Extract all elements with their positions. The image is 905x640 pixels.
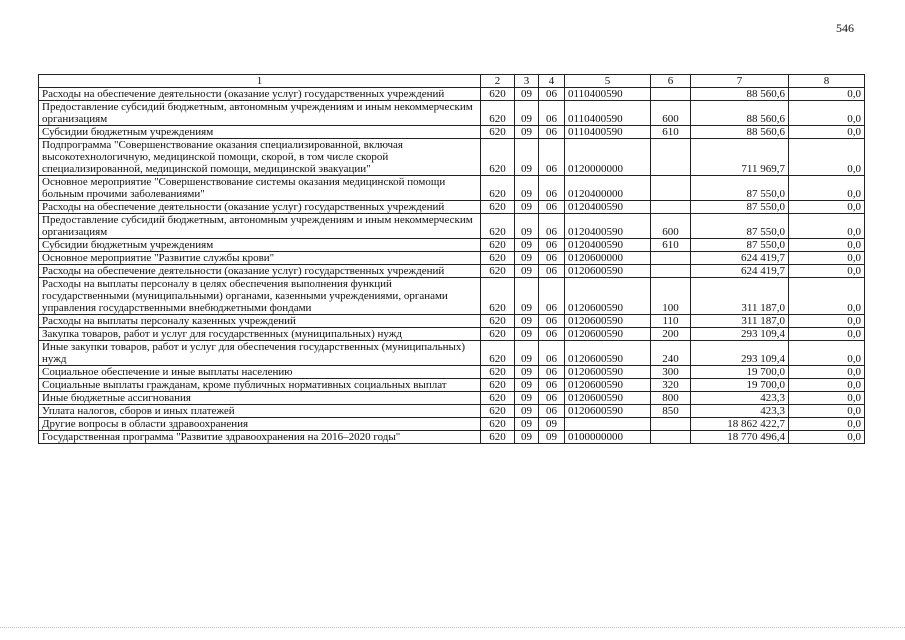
row-subsection-cell: 06 [539, 126, 565, 139]
row-name-cell: Предоставление субсидий бюджетным, автономным учреждениям и иным некоммерческим организациям [39, 214, 481, 239]
row-value-cell: 0,0 [789, 379, 865, 392]
row-amount-cell: 293 109,4 [691, 341, 789, 366]
row-amount-cell: 311 187,0 [691, 315, 789, 328]
row-subsection-cell: 09 [539, 418, 565, 431]
row-admin-code-cell: 620 [481, 214, 515, 239]
row-amount-cell: 624 419,7 [691, 252, 789, 265]
table-row [39, 278, 865, 315]
row-subsection-cell: 06 [539, 176, 565, 201]
row-name-cell: Социальное обеспечение и иные выплаты населению [39, 366, 481, 379]
table-row [39, 126, 865, 139]
row-value-cell: 0,0 [789, 126, 865, 139]
row-target-article-cell: 0120600590 [565, 366, 651, 379]
row-name-cell: Основное мероприятие "Совершенствование системы оказания медицинской помощи больным прочими заболеваниями" [39, 176, 481, 201]
row-admin-code-cell: 620 [481, 278, 515, 315]
row-expense-type-cell [651, 139, 691, 176]
row-target-article-cell: 0110400590 [565, 88, 651, 101]
row-admin-code-cell: 620 [481, 405, 515, 418]
row-section-cell: 09 [515, 431, 539, 444]
row-subsection-cell: 06 [539, 265, 565, 278]
row-amount-cell: 18 770 496,4 [691, 431, 789, 444]
row-value-cell: 0,0 [789, 176, 865, 201]
header-col-7: 7 [691, 75, 789, 88]
row-target-article-cell: 0120600590 [565, 315, 651, 328]
row-name-cell: Иные закупки товаров, работ и услуг для обеспечения государственных (муниципальных) нужд [39, 341, 481, 366]
row-subsection-cell: 06 [539, 392, 565, 405]
row-amount-cell: 311 187,0 [691, 278, 789, 315]
row-admin-code-cell: 620 [481, 315, 515, 328]
table-row [39, 239, 865, 252]
row-section-cell: 09 [515, 278, 539, 315]
row-expense-type-cell [651, 265, 691, 278]
table-row [39, 214, 865, 239]
row-expense-type-cell: 600 [651, 214, 691, 239]
row-target-article-cell: 0120600590 [565, 405, 651, 418]
header-col-3: 3 [515, 75, 539, 88]
row-amount-cell: 19 700,0 [691, 379, 789, 392]
row-subsection-cell: 06 [539, 101, 565, 126]
row-target-article-cell: 0120000000 [565, 139, 651, 176]
row-expense-type-cell [651, 431, 691, 444]
row-name-cell: Расходы на обеспечение деятельности (оказание услуг) государственных учреждений [39, 88, 481, 101]
table-row [39, 328, 865, 341]
row-name-cell: Субсидии бюджетным учреждениям [39, 126, 481, 139]
table-row [39, 88, 865, 101]
row-value-cell: 0,0 [789, 341, 865, 366]
row-section-cell: 09 [515, 315, 539, 328]
row-section-cell: 09 [515, 214, 539, 239]
table-row [39, 418, 865, 431]
row-value-cell: 0,0 [789, 328, 865, 341]
row-section-cell: 09 [515, 176, 539, 201]
row-admin-code-cell: 620 [481, 201, 515, 214]
row-target-article-cell: 0120400000 [565, 176, 651, 201]
row-name-cell: Расходы на выплаты персоналу казенных учреждений [39, 315, 481, 328]
row-target-article-cell [565, 418, 651, 431]
header-col-1: 1 [39, 75, 481, 88]
row-value-cell: 0,0 [789, 315, 865, 328]
row-target-article-cell: 0120600590 [565, 341, 651, 366]
row-admin-code-cell: 620 [481, 139, 515, 176]
row-admin-code-cell: 620 [481, 392, 515, 405]
row-expense-type-cell: 320 [651, 379, 691, 392]
row-expense-type-cell: 200 [651, 328, 691, 341]
row-subsection-cell: 06 [539, 366, 565, 379]
header-col-6: 6 [651, 75, 691, 88]
row-amount-cell: 423,3 [691, 392, 789, 405]
row-admin-code-cell: 620 [481, 239, 515, 252]
header-col-4: 4 [539, 75, 565, 88]
row-section-cell: 09 [515, 379, 539, 392]
row-expense-type-cell: 110 [651, 315, 691, 328]
row-expense-type-cell: 800 [651, 392, 691, 405]
row-amount-cell: 87 550,0 [691, 201, 789, 214]
row-amount-cell: 87 550,0 [691, 239, 789, 252]
table-row [39, 315, 865, 328]
row-amount-cell: 624 419,7 [691, 265, 789, 278]
row-section-cell: 09 [515, 265, 539, 278]
row-amount-cell: 293 109,4 [691, 328, 789, 341]
row-section-cell: 09 [515, 392, 539, 405]
row-section-cell: 09 [515, 328, 539, 341]
row-section-cell: 09 [515, 252, 539, 265]
row-expense-type-cell: 300 [651, 366, 691, 379]
row-subsection-cell: 06 [539, 139, 565, 176]
table-row [39, 431, 865, 444]
row-admin-code-cell: 620 [481, 101, 515, 126]
table-body [39, 88, 865, 444]
row-subsection-cell: 06 [539, 252, 565, 265]
row-subsection-cell: 09 [539, 431, 565, 444]
row-value-cell: 0,0 [789, 88, 865, 101]
row-subsection-cell: 06 [539, 405, 565, 418]
header-col-5: 5 [565, 75, 651, 88]
row-section-cell: 09 [515, 239, 539, 252]
row-target-article-cell: 0120600590 [565, 328, 651, 341]
row-amount-cell: 88 560,6 [691, 126, 789, 139]
row-amount-cell: 87 550,0 [691, 214, 789, 239]
row-subsection-cell: 06 [539, 278, 565, 315]
row-section-cell: 09 [515, 405, 539, 418]
table-row [39, 201, 865, 214]
row-admin-code-cell: 620 [481, 252, 515, 265]
row-amount-cell: 423,3 [691, 405, 789, 418]
row-target-article-cell: 0100000000 [565, 431, 651, 444]
row-name-cell: Предоставление субсидий бюджетным, автономным учреждениям и иным некоммерческим организациям [39, 101, 481, 126]
row-value-cell: 0,0 [789, 101, 865, 126]
row-name-cell: Уплата налогов, сборов и иных платежей [39, 405, 481, 418]
row-target-article-cell: 0120400590 [565, 214, 651, 239]
row-value-cell: 0,0 [789, 431, 865, 444]
row-value-cell: 0,0 [789, 278, 865, 315]
row-value-cell: 0,0 [789, 239, 865, 252]
row-amount-cell: 88 560,6 [691, 88, 789, 101]
row-expense-type-cell: 100 [651, 278, 691, 315]
row-name-cell: Социальные выплаты гражданам, кроме публичных нормативных социальных выплат [39, 379, 481, 392]
row-section-cell: 09 [515, 201, 539, 214]
row-subsection-cell: 06 [539, 315, 565, 328]
row-value-cell: 0,0 [789, 214, 865, 239]
row-target-article-cell: 0120600590 [565, 278, 651, 315]
row-target-article-cell: 0120600590 [565, 392, 651, 405]
row-subsection-cell: 06 [539, 341, 565, 366]
row-section-cell: 09 [515, 418, 539, 431]
row-value-cell: 0,0 [789, 252, 865, 265]
row-section-cell: 09 [515, 126, 539, 139]
row-admin-code-cell: 620 [481, 176, 515, 201]
table-row [39, 341, 865, 366]
table-row [39, 366, 865, 379]
row-amount-cell: 87 550,0 [691, 176, 789, 201]
row-amount-cell: 711 969,7 [691, 139, 789, 176]
table-row [39, 101, 865, 126]
row-admin-code-cell: 620 [481, 366, 515, 379]
row-section-cell: 09 [515, 139, 539, 176]
row-expense-type-cell: 240 [651, 341, 691, 366]
row-target-article-cell: 0120600590 [565, 379, 651, 392]
row-name-cell: Основное мероприятие "Развитие службы крови" [39, 252, 481, 265]
row-subsection-cell: 06 [539, 379, 565, 392]
row-section-cell: 09 [515, 88, 539, 101]
row-value-cell: 0,0 [789, 405, 865, 418]
row-target-article-cell: 0110400590 [565, 101, 651, 126]
table-row [39, 252, 865, 265]
row-value-cell: 0,0 [789, 418, 865, 431]
row-admin-code-cell: 620 [481, 341, 515, 366]
table-row [39, 379, 865, 392]
row-section-cell: 09 [515, 366, 539, 379]
row-name-cell: Расходы на обеспечение деятельности (оказание услуг) государственных учреждений [39, 265, 481, 278]
header-row [39, 75, 865, 88]
row-name-cell: Подпрограмма "Совершенствование оказания специализированной, включая высокотехнологичную, медицинской помощи, скорой, в том числе скорой специализированной, медицинской помощи, медицинской эвакуации" [39, 139, 481, 176]
row-value-cell: 0,0 [789, 265, 865, 278]
row-name-cell: Иные бюджетные ассигнования [39, 392, 481, 405]
row-subsection-cell: 06 [539, 328, 565, 341]
row-admin-code-cell: 620 [481, 418, 515, 431]
row-admin-code-cell: 620 [481, 328, 515, 341]
row-value-cell: 0,0 [789, 392, 865, 405]
scan-edge-line [0, 626, 905, 628]
row-target-article-cell: 0120600000 [565, 252, 651, 265]
row-subsection-cell: 06 [539, 88, 565, 101]
row-admin-code-cell: 620 [481, 265, 515, 278]
row-admin-code-cell: 620 [481, 431, 515, 444]
row-expense-type-cell [651, 176, 691, 201]
row-section-cell: 09 [515, 101, 539, 126]
page-number: 546 [836, 21, 854, 35]
row-target-article-cell: 0120400590 [565, 201, 651, 214]
table-row [39, 176, 865, 201]
row-expense-type-cell [651, 201, 691, 214]
table-header [39, 75, 865, 88]
row-section-cell: 09 [515, 341, 539, 366]
row-subsection-cell: 06 [539, 214, 565, 239]
table-row [39, 405, 865, 418]
header-col-2: 2 [481, 75, 515, 88]
row-subsection-cell: 06 [539, 201, 565, 214]
row-amount-cell: 88 560,6 [691, 101, 789, 126]
row-name-cell: Расходы на обеспечение деятельности (оказание услуг) государственных учреждений [39, 201, 481, 214]
row-value-cell: 0,0 [789, 366, 865, 379]
row-expense-type-cell: 850 [651, 405, 691, 418]
row-target-article-cell: 0120600590 [565, 265, 651, 278]
row-name-cell: Другие вопросы в области здравоохранения [39, 418, 481, 431]
row-expense-type-cell: 610 [651, 126, 691, 139]
row-name-cell: Государственная программа "Развитие здравоохранения на 2016–2020 годы" [39, 431, 481, 444]
row-subsection-cell: 06 [539, 239, 565, 252]
row-value-cell: 0,0 [789, 201, 865, 214]
table-row [39, 265, 865, 278]
budget-table [38, 74, 865, 444]
row-name-cell: Расходы на выплаты персоналу в целях обеспечения выполнения функций государственными (муниципальными) органами, казенными учреждениями, органами управления государственными внебюджетными фондами [39, 278, 481, 315]
row-value-cell: 0,0 [789, 139, 865, 176]
row-admin-code-cell: 620 [481, 88, 515, 101]
row-expense-type-cell [651, 88, 691, 101]
row-amount-cell: 19 700,0 [691, 366, 789, 379]
row-target-article-cell: 0120400590 [565, 239, 651, 252]
row-expense-type-cell [651, 252, 691, 265]
row-name-cell: Субсидии бюджетным учреждениям [39, 239, 481, 252]
table-row [39, 139, 865, 176]
header-col-8: 8 [789, 75, 865, 88]
table-row [39, 392, 865, 405]
row-admin-code-cell: 620 [481, 126, 515, 139]
row-admin-code-cell: 620 [481, 379, 515, 392]
row-amount-cell: 18 862 422,7 [691, 418, 789, 431]
row-expense-type-cell: 610 [651, 239, 691, 252]
row-expense-type-cell: 600 [651, 101, 691, 126]
row-name-cell: Закупка товаров, работ и услуг для государственных (муниципальных) нужд [39, 328, 481, 341]
row-expense-type-cell [651, 418, 691, 431]
row-target-article-cell: 0110400590 [565, 126, 651, 139]
